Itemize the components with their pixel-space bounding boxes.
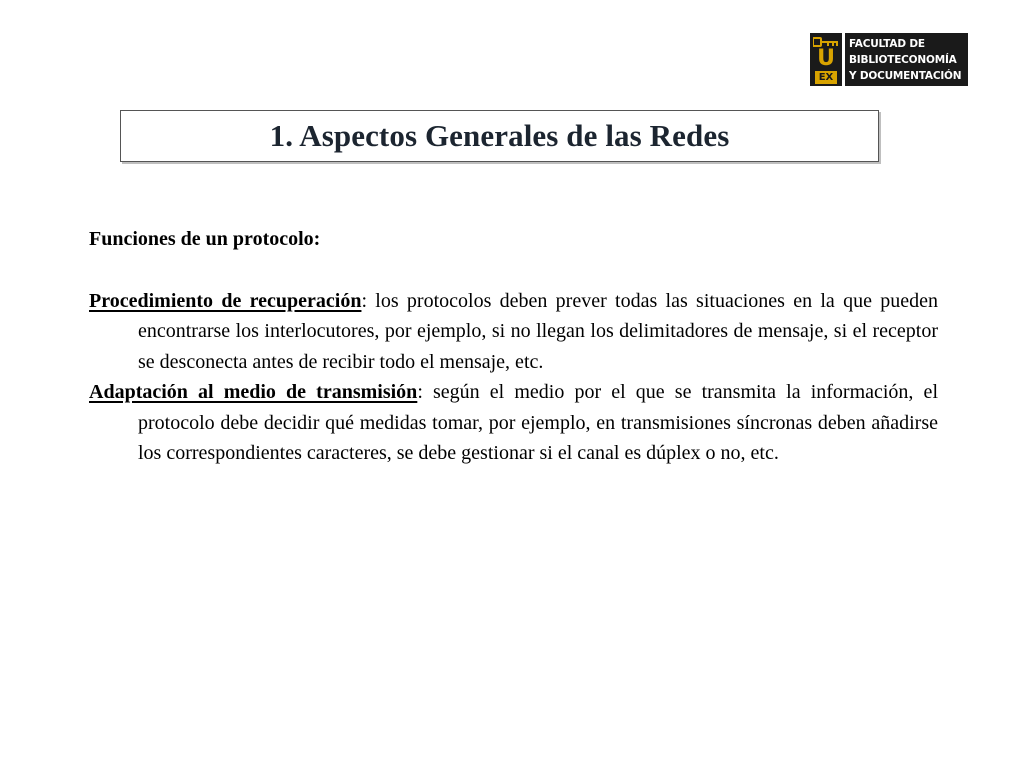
section-heading: Funciones de un protocolo:	[89, 228, 321, 250]
faculty-name	[845, 33, 968, 86]
title-box	[120, 110, 879, 162]
definition-item-medium	[89, 377, 938, 469]
emblem-sub: EX	[815, 71, 837, 84]
definition-term: Procedimiento de recuperación	[89, 289, 362, 312]
slide-title: 1. Aspectos Generales de las Redes	[269, 118, 730, 153]
definition-term: Adaptación al medio de transmisión	[89, 381, 418, 403]
faculty-name-line: BIBLIOTECONOMÍA	[849, 54, 957, 66]
definition-text: : los protocolos deben prever todas las situaciones en la que pueden encontrarse los interlocutores, por ejemplo, si no llegan los delimitadores de mensaje, si el receptor se desconecta antes de recibir todo el mensaje, etc.	[138, 289, 939, 373]
faculty-name-line: Y DOCUMENTACIÓN	[849, 70, 962, 82]
faculty-name-line: FACULTAD DE	[849, 38, 925, 50]
definition-item-recovery	[89, 286, 938, 378]
university-emblem	[810, 33, 842, 86]
emblem-letter: U	[817, 46, 835, 71]
slide-content	[89, 224, 938, 469]
faculty-logo	[810, 33, 968, 86]
definition-text: : según el medio por el que se transmita la información, el protocolo debe decidir qué medidas tomar, por ejemplo, en transmisiones síncronas deben añadirse los correspondientes caracteres, se debe gestionar si el canal es dúplex o no, etc.	[138, 381, 938, 464]
